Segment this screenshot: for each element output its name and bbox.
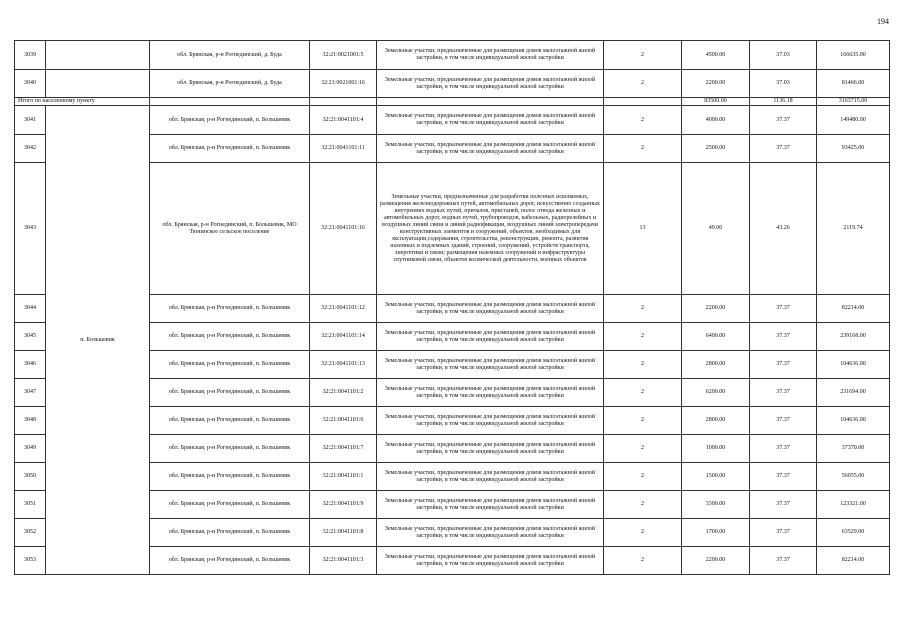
row-area: 4500.00: [682, 41, 750, 70]
row-rate: 37.03: [750, 41, 817, 70]
row-number: 3041: [15, 106, 46, 135]
total-section: [15, 98, 890, 106]
row-area: 49.00: [682, 163, 750, 295]
row-address: обл. Брянская, р-н Рогнединский, п. Большевик: [150, 407, 310, 435]
row-number: 3045: [15, 323, 46, 351]
row-address: обл. Брянская, р-н Рогнединский, п. Большевик: [150, 519, 310, 547]
row-description: Земельные участки, предназначенные для размещения домов малоэтажной жилой застройки, в том числе индивидуальной жилой застройки: [377, 547, 604, 575]
row-address: обл. Брянская, р-н Рогнединский, п. Большевик: [150, 295, 310, 323]
row-area: 1700.00: [682, 519, 750, 547]
row-group: 2: [604, 519, 682, 547]
row-address: обл. Брянская, р-н Рогнединский, п. Большевик: [150, 106, 310, 135]
row-cadastral-number: 32:21:0041101:7: [310, 435, 377, 463]
row-cadastral-number: 32:21:0041101:4: [310, 106, 377, 135]
row-description: Земельные участки, предназначенные для размещения домов малоэтажной жилой застройки, в том числе индивидуальной жилой застройки: [377, 70, 604, 98]
row-description: Земельные участки, предназначенные для размещения домов малоэтажной жилой застройки, в том числе индивидуальной жилой застройки: [377, 463, 604, 491]
row-address: обл. Брянская, р-н Рогнединский, п. Большевик: [150, 351, 310, 379]
row-rate: 37.37: [750, 491, 817, 519]
total-value: 3163715.00: [817, 98, 890, 106]
settlement-continued-label: п. Большевик: [46, 106, 150, 575]
row-cadastral-number: 32:21:0021001:16: [310, 70, 377, 98]
row-value: 81466.00: [817, 70, 890, 98]
row-number: 3053: [15, 547, 46, 575]
table-row: [15, 106, 890, 135]
row-address: обл. Брянская, р-н Рогнединский, п. Большевик: [150, 491, 310, 519]
row-number: 3049: [15, 435, 46, 463]
row-description: Земельные участки, предназначенные для размещения домов малоэтажной жилой застройки, в том числе индивидуальной жилой застройки: [377, 106, 604, 135]
settlement-total-row: [15, 98, 890, 106]
row-rate: 37.37: [750, 135, 817, 163]
row-description: Земельные участки, предназначенные для размещения домов малоэтажной жилой застройки, в том числе индивидуальной жилой застройки: [377, 519, 604, 547]
row-value: 104636.00: [817, 407, 890, 435]
row-group: 2: [604, 379, 682, 407]
row-address: обл. Брянская, р-н Рогнединский, п. Большевик, МО Тюнинское сельское поселение: [150, 163, 310, 295]
row-group: 2: [604, 70, 682, 98]
rows-before-total: [15, 41, 890, 98]
row-description: Земельные участки, предназначенные для размещения домов малоэтажной жилой застройки, в том числе индивидуальной жилой застройки: [377, 41, 604, 70]
row-value: 56055.00: [817, 463, 890, 491]
row-value: 2119.74: [817, 163, 890, 295]
row-value: 231694.00: [817, 379, 890, 407]
row-description: Земельные участки, предназначенные для размещения домов малоэтажной жилой застройки, в том числе индивидуальной жилой застройки: [377, 323, 604, 351]
row-address: обл. Брянская, р-н Рогнединский, п. Большевик: [150, 135, 310, 163]
row-cadastral-number: 32:21:0041101:8: [310, 519, 377, 547]
row-rate: 37.03: [750, 70, 817, 98]
row-number: 3044: [15, 295, 46, 323]
row-address: обл. Брянская, р-н Рогнединский, п. Большевик: [150, 435, 310, 463]
row-number: 3048: [15, 407, 46, 435]
row-number: 3047: [15, 379, 46, 407]
row-address: обл. Брянская, р-н Рогнединский, п. Большевик: [150, 463, 310, 491]
row-group: 2: [604, 463, 682, 491]
row-cadastral-number: 32:21:0041101:13: [310, 351, 377, 379]
row-description: Земельные участки, предназначенные для размещения домов малоэтажной жилой застройки, в том числе индивидуальной жилой застройки: [377, 351, 604, 379]
row-rate: 37.37: [750, 106, 817, 135]
table-row: [15, 41, 890, 70]
row-rate: 37.37: [750, 463, 817, 491]
row-value: 104636.00: [817, 351, 890, 379]
row-value: 239168.00: [817, 323, 890, 351]
row-rate: 37.37: [750, 351, 817, 379]
row-area: 2800.00: [682, 351, 750, 379]
row-empty-cell: [46, 41, 150, 70]
row-area: 1000.00: [682, 435, 750, 463]
row-group: 2: [604, 435, 682, 463]
row-group: 2: [604, 135, 682, 163]
row-cadastral-number: 32:21:0041101:6: [310, 407, 377, 435]
table-row: [15, 70, 890, 98]
row-address: обл. Брянская, р-н Рогнединский, д. Буда: [150, 41, 310, 70]
row-group: 2: [604, 295, 682, 323]
row-value: 166635.00: [817, 41, 890, 70]
row-address: обл. Брянская, р-н Рогнединский, д. Буда: [150, 70, 310, 98]
row-group: 13: [604, 163, 682, 295]
total-empty-group: [604, 98, 682, 106]
row-group: 2: [604, 407, 682, 435]
row-number: 3039: [15, 41, 46, 70]
row-value: 82214.00: [817, 295, 890, 323]
row-address: обл. Брянская, р-н Рогнединский, п. Большевик: [150, 547, 310, 575]
row-value: 93425.00: [817, 135, 890, 163]
row-group: 2: [604, 323, 682, 351]
row-area: 6200.00: [682, 379, 750, 407]
row-cadastral-number: 32:21:0041101:9: [310, 491, 377, 519]
row-number: 3040: [15, 70, 46, 98]
total-rate: 1136.18: [750, 98, 817, 106]
row-rate: 37.37: [750, 295, 817, 323]
row-group: 2: [604, 41, 682, 70]
row-area: 4000.00: [682, 106, 750, 135]
row-value: 37370.00: [817, 435, 890, 463]
row-description: Земельные участки, предназначенные для размещения домов малоэтажной жилой застройки, в том числе индивидуальной жилой застройки: [377, 435, 604, 463]
row-area: 2200.00: [682, 70, 750, 98]
row-empty-cell: [46, 70, 150, 98]
row-group: 2: [604, 547, 682, 575]
row-value: 149480.00: [817, 106, 890, 135]
row-rate: 43.26: [750, 163, 817, 295]
row-number: 3051: [15, 491, 46, 519]
land-register-table: [14, 40, 890, 575]
row-area: 2200.00: [682, 547, 750, 575]
row-number: 3043: [15, 163, 46, 295]
row-area: 2800.00: [682, 407, 750, 435]
row-value: 63529.00: [817, 519, 890, 547]
row-cadastral-number: 32:21:0041101:1: [310, 463, 377, 491]
row-rate: 37.37: [750, 435, 817, 463]
row-value: 82214.00: [817, 547, 890, 575]
row-number: 3042: [15, 135, 46, 163]
row-group: 2: [604, 491, 682, 519]
row-cadastral-number: 32:21:0041101:16: [310, 163, 377, 295]
row-area: 1500.00: [682, 463, 750, 491]
row-description: Земельные участки, предназначенные для размещения домов малоэтажной жилой застройки, в том числе индивидуальной жилой застройки: [377, 295, 604, 323]
row-cadastral-number: 32:21:0041101:11: [310, 135, 377, 163]
row-area: 6400.00: [682, 323, 750, 351]
total-empty-address: [150, 98, 310, 106]
row-area: 2500.00: [682, 135, 750, 163]
row-rate: 37.37: [750, 323, 817, 351]
row-area: 2200.00: [682, 295, 750, 323]
page-number: 194: [877, 17, 889, 26]
row-group: 2: [604, 106, 682, 135]
row-number: 3046: [15, 351, 46, 379]
row-group: 2: [604, 351, 682, 379]
row-cadastral-number: 32:21:0041101:12: [310, 295, 377, 323]
row-cadastral-number: 32:21:0041101:14: [310, 323, 377, 351]
row-description: Земельные участки, предназначенные для размещения домов малоэтажной жилой застройки, в том числе индивидуальной жилой застройки: [377, 407, 604, 435]
rows-after-total: [15, 106, 890, 575]
row-cadastral-number: 32:21:0041101:3: [310, 547, 377, 575]
total-empty-description: [377, 98, 604, 106]
row-description: Земельные участки, предназначенные для размещения домов малоэтажной жилой застройки, в том числе индивидуальной жилой застройки: [377, 379, 604, 407]
row-cadastral-number: 32:21:0041101:2: [310, 379, 377, 407]
row-rate: 37.37: [750, 547, 817, 575]
row-description: Земельные участки, предназначенные для размещения домов малоэтажной жилой застройки, в том числе индивидуальной жилой застройки: [377, 491, 604, 519]
row-rate: 37.37: [750, 519, 817, 547]
row-rate: 37.37: [750, 379, 817, 407]
row-description: Земельные участки, предназначенные для размещения домов малоэтажной жилой застройки, в том числе индивидуальной жилой застройки: [377, 135, 604, 163]
total-label: Итого по населенному пункту: [15, 98, 150, 106]
row-area: 3300.00: [682, 491, 750, 519]
row-number: 3052: [15, 519, 46, 547]
row-address: обл. Брянская, р-н Рогнединский, п. Большевик: [150, 379, 310, 407]
row-cadastral-number: 32:21:0021001:5: [310, 41, 377, 70]
row-rate: 37.37: [750, 407, 817, 435]
row-address: обл. Брянская, р-н Рогнединский, п. Большевик: [150, 323, 310, 351]
total-area: 83500.00: [682, 98, 750, 106]
row-description: Земельные участки, предназначенные для разработки полезных ископаемых, размещения железнодорожных путей, автомобильных дорог, искусственно созданных внутренних водных путей, причалов, пристаней, полос отвода железных и автомобильных дорог, водных путей, трубопроводов, кабельных, радиорелейных и воздушных линий связи и линий радиофикации, воздушных линий электропередачи конструктивных элементов и сооружений, объектов, необходимых для эксплуатации,содержания, строительства, реконструкции, ремонта, развития наземных и подземных зданий, строений, сооружений, устройств транспорта, энергетики и связи; размещения наземных сооружений и инфраструктуры спутниковой связи, объектов космической деятельности, военных объектов: [377, 163, 604, 295]
total-empty-cadastral: [310, 98, 377, 106]
row-value: 123321.00: [817, 491, 890, 519]
row-number: 3050: [15, 463, 46, 491]
